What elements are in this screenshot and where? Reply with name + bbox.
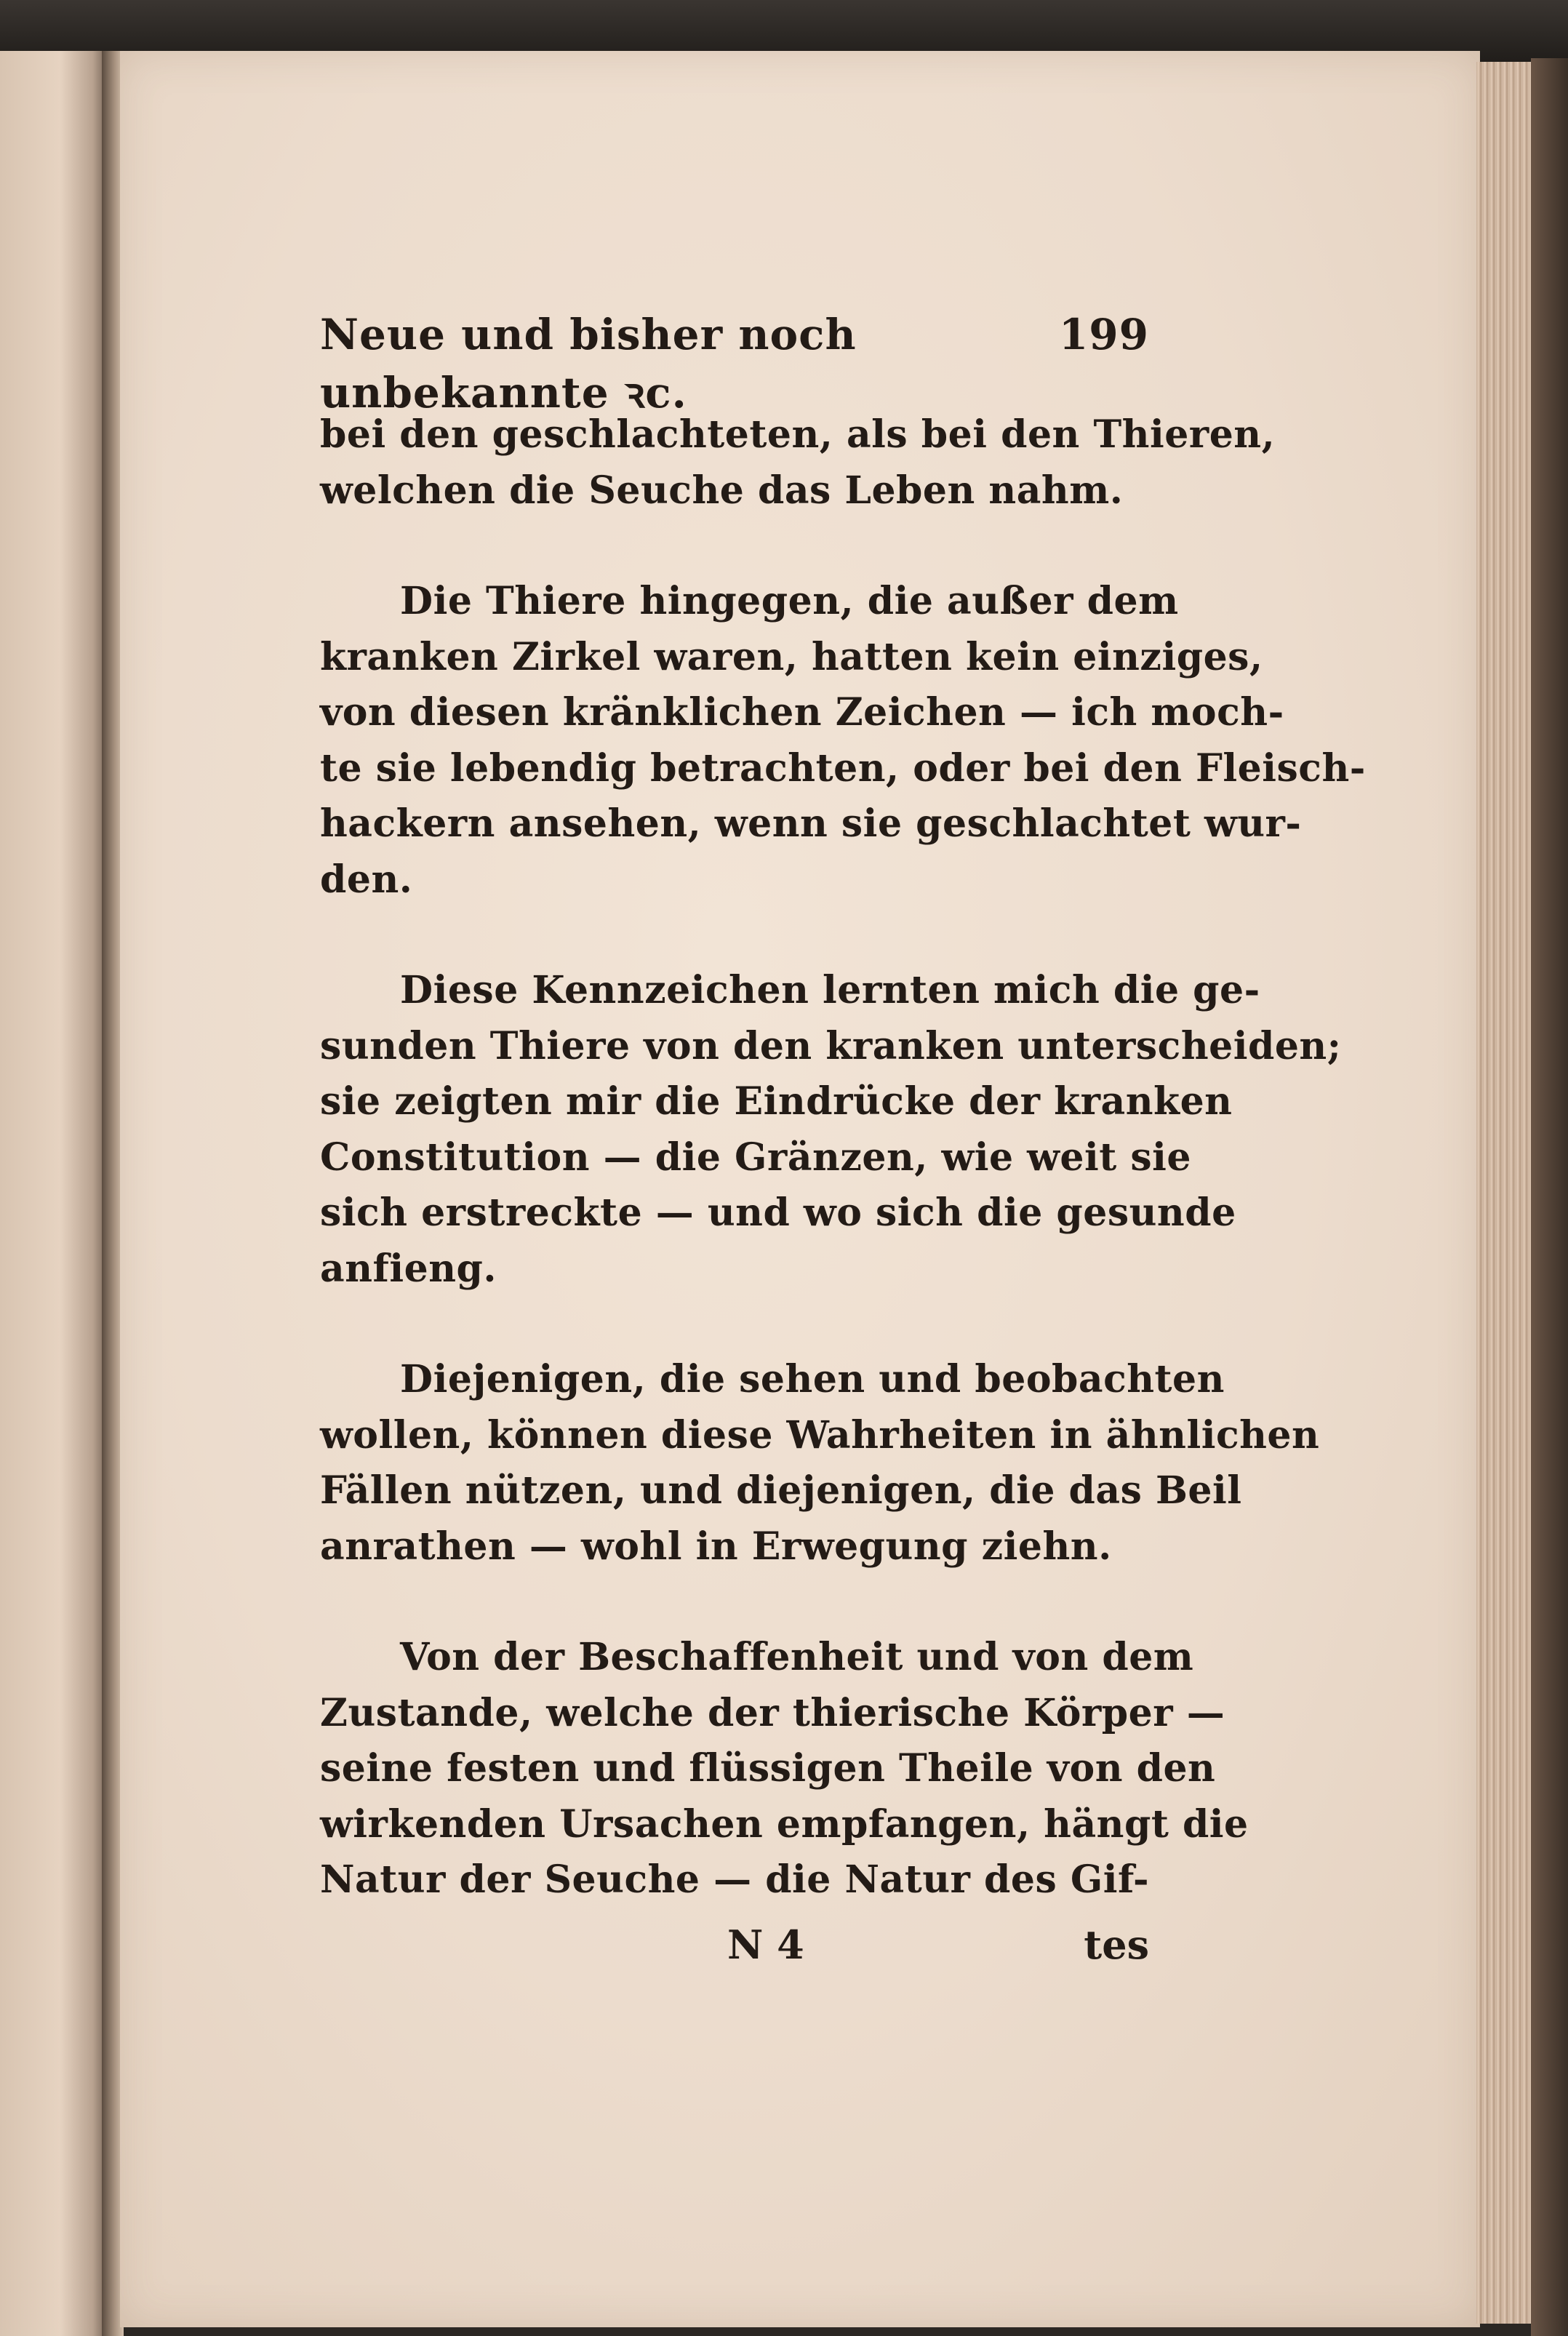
- text-line: Diese Kennzeichen lernten mich die ge-: [400, 968, 1260, 1012]
- text-line: sunden Thiere von den kranken unterscheiden;: [320, 1023, 1342, 1068]
- paragraph-1: [320, 407, 1276, 519]
- text-line: wirkenden Ursachen empfangen, hängt die: [320, 1801, 1249, 1847]
- text-line: Zustande, welche der thierische Körper —: [320, 1690, 1225, 1735]
- text-line: anrathen — wohl in Erwegung ziehn.: [320, 1524, 1112, 1569]
- text-line: hackern ansehen, wenn sie geschlachtet wur-: [320, 801, 1302, 846]
- text-line: anfieng.: [320, 1246, 497, 1291]
- paragraph-5: [320, 1630, 1249, 1908]
- text-line: den.: [320, 857, 413, 902]
- text-line: welchen die Seuche das Leben nahm.: [320, 468, 1124, 513]
- running-head-title: Neue und bisher noch unbekannte ꝛc.: [320, 310, 857, 417]
- text-line: sich erstreckte — und wo sich die gesunde: [320, 1191, 1236, 1235]
- text-line: Natur der Seuche — die Natur des Gif-: [320, 1857, 1150, 1902]
- signature-mark: N 4: [727, 1921, 804, 1968]
- text-line: Fällen nützen, und diejenigen, die das Beil: [320, 1468, 1242, 1513]
- text-line: wollen, können diese Wahrheiten in ähnlichen: [320, 1412, 1320, 1457]
- catchword: tes: [1084, 1921, 1149, 1968]
- text-line: Die Thiere hingegen, die außer dem: [400, 579, 1179, 623]
- page-text-block: [320, 305, 1366, 1974]
- book-cover-edge: [1531, 58, 1568, 2336]
- text-line: Von der Beschaffenheit und von dem: [400, 1635, 1194, 1679]
- page-block-edges: [1476, 62, 1539, 2324]
- text-line: seine festen und flüssigen Theile von den: [320, 1746, 1216, 1791]
- text-line: kranken Zirkel waren, hatten kein einziges,: [320, 634, 1263, 679]
- text-line: Diejenigen, die sehen und beobachten: [400, 1357, 1225, 1401]
- paragraph-2: [320, 574, 1366, 908]
- facing-page-edge: [0, 51, 109, 2336]
- paragraph-3: [320, 963, 1342, 1297]
- page-number: 199: [1058, 310, 1149, 359]
- text-line: bei den geschlachteten, als bei den Thieren,: [320, 412, 1276, 457]
- running-head: [320, 305, 1149, 417]
- text-line: von diesen kränklichen Zeichen — ich moch-: [320, 690, 1284, 735]
- text-line: sie zeigten mir die Eindrücke der kranken: [320, 1079, 1233, 1124]
- text-line: te sie lebendig betrachten, oder bei den Fleisch-: [320, 745, 1366, 791]
- page-footer: [320, 1916, 1149, 1974]
- text-line: Constitution — die Gränzen, wie weit sie: [320, 1135, 1191, 1180]
- paragraph-4: [320, 1352, 1320, 1575]
